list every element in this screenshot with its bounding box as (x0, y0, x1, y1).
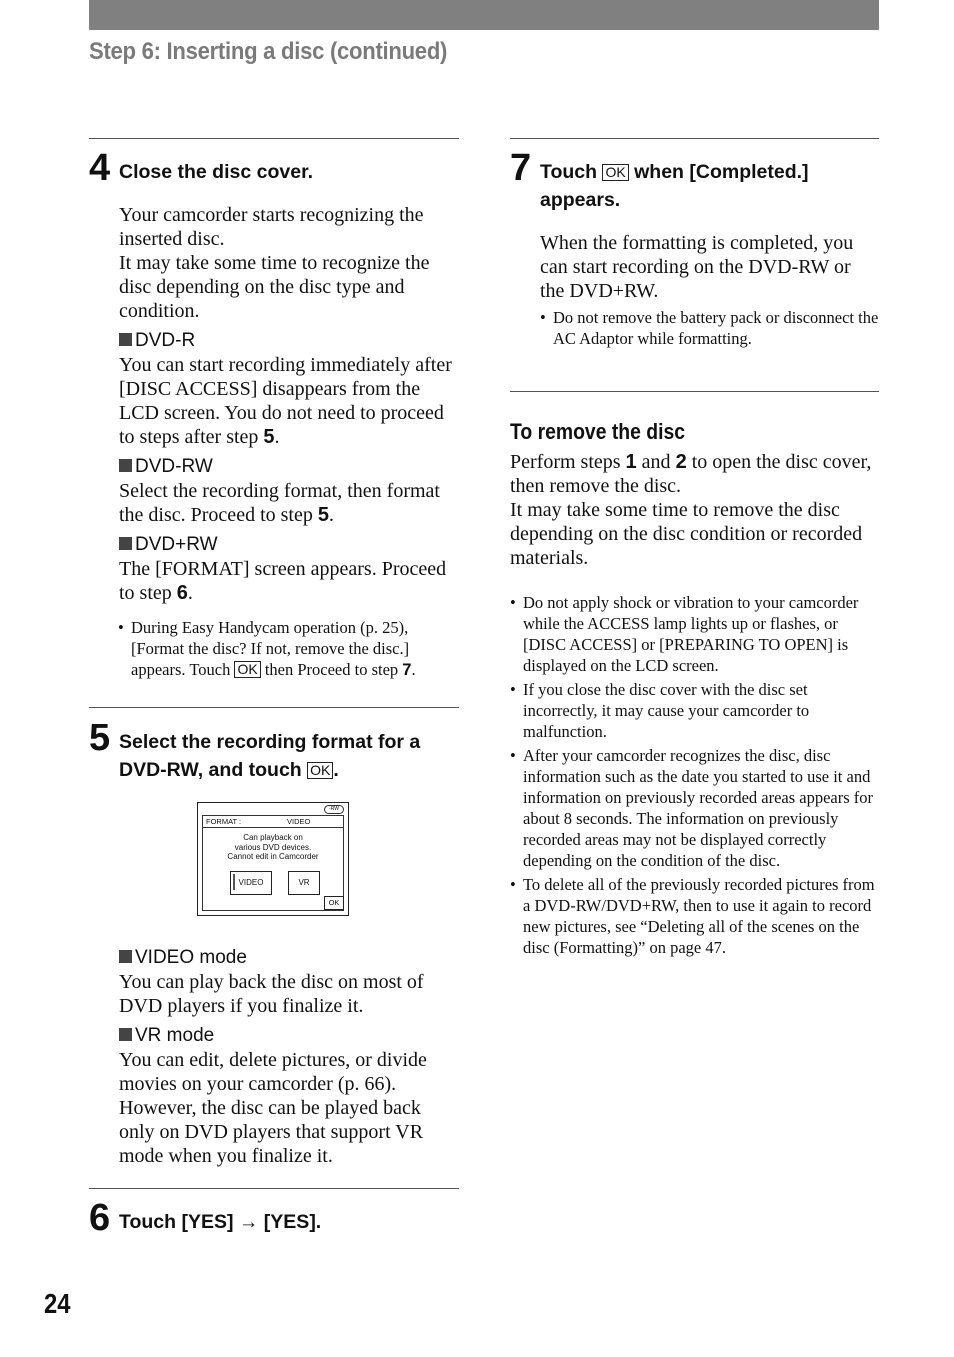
note: • If you close the disc cover with the disc set incorrectly, it may cause your camcorder to malfunction. (510, 680, 810, 741)
paragraph: Perform steps 1 and 2 to open the disc cover, then remove the disc. (510, 451, 872, 497)
paragraph: It may take some time to recognize the disc depending on the disc type and condition. (119, 252, 430, 322)
format-screen-illustration (197, 802, 349, 916)
square-bullet-icon (119, 950, 132, 963)
step-7-body (540, 231, 880, 349)
step-number: 5 (89, 717, 111, 759)
square-bullet-icon (119, 1028, 132, 1041)
paragraph: The [FORMAT] screen appears. Proceed to step 6. (119, 558, 447, 604)
step-heading: Select the recording format for a DVD-RW, and touch OK . (119, 731, 421, 781)
step-number: 6 (89, 1197, 111, 1239)
step-number: 7 (510, 147, 532, 189)
paragraph: You can play back the disc on most of DVD players if you finalize it. (119, 971, 424, 1017)
ok-button-icon: OK (602, 164, 628, 181)
note: • Do not remove the battery pack or disconnect the AC Adaptor while formatting. (540, 308, 879, 348)
divider (510, 138, 879, 139)
subheading-dvd-plus-rw: DVD+RW (119, 533, 459, 557)
format-value: VIDEO (287, 817, 311, 826)
note: • To delete all of the previously recorded pictures from a DVD-RW/DVD+RW, then to use it again to record new pictures, see “Deleting all of the scenes on the disc (Formatting)” on page 47. (510, 875, 875, 957)
paragraph: Your camcorder starts recognizing the inserted disc. (119, 204, 424, 250)
step-heading: Close the disc cover. (119, 161, 314, 183)
step-heading: Touch [YES] → [YES]. (119, 1211, 322, 1233)
section-heading: To remove the disc (510, 419, 686, 444)
notes-list (510, 592, 879, 958)
square-bullet-icon (119, 537, 132, 550)
square-bullet-icon (119, 333, 132, 346)
note: • During Easy Handycam operation (p. 25), [Format the disc? If not, remove the disc.] appears. Touch OK then Proceed to step 7. (118, 618, 416, 679)
step-number: 4 (89, 147, 111, 189)
paragraph: You can edit, delete pictures, or divide movies on your camcorder (p. 66). However, the disc can be played back only on DVD players that support VR mode when you finalize it. (119, 1049, 427, 1167)
divider (510, 391, 879, 392)
format-label: FORMAT : (206, 817, 242, 826)
note: • After your camcorder recognizes the disc, disc information such as the date you started to use it and information on previously recorded areas appears for about 8 seconds. The information on previously recorded areas may not be displayed correctly depending on the condition of the disc. (510, 746, 874, 870)
ok-button-icon: OK (307, 762, 333, 779)
section-title: Step 6: Inserting a disc (continued) (89, 38, 448, 65)
note: • Do not apply shock or vibration to your camcorder while the ACCESS lamp lights up or flashes, or [DISC ACCESS] or [PREPARING TO OPEN] is displayed on the LCD screen. (510, 593, 859, 675)
divider (89, 1188, 459, 1189)
disc-type-badge: -RW (324, 805, 344, 814)
ok-button: OK (324, 896, 344, 910)
page-number: 24 (44, 1288, 71, 1319)
vr-button: VR (288, 871, 320, 895)
subheading-dvd-rw: DVD-RW (119, 455, 459, 479)
square-bullet-icon (119, 459, 132, 472)
subheading-vr-mode: VR mode (119, 1024, 459, 1048)
screen-panel (202, 815, 344, 911)
screen-message: Can playback on various DVD devices. Cannot edit in Camcorder (227, 833, 319, 861)
video-button: VIDEO (230, 871, 272, 895)
paragraph: When the formatting is completed, you can start recording on the DVD-RW or the DVD+RW. (540, 232, 854, 302)
format-row (203, 816, 343, 828)
subheading-video-mode: VIDEO mode (119, 946, 459, 970)
step-4-body (119, 203, 459, 681)
header-bar (89, 0, 879, 30)
remove-disc-section (510, 419, 879, 958)
step-5-body (119, 940, 459, 1168)
paragraph: Select the recording format, then format the disc. Proceed to step 5. (119, 480, 440, 526)
paragraph: You can start recording immediately after [DISC ACCESS] disappears from the LCD screen. You do not need to proceed to steps after step 5. (119, 354, 452, 448)
step-heading: Touch OK when [Completed.] appears. (540, 161, 809, 211)
subheading-dvd-r: DVD-R (119, 329, 459, 353)
divider (89, 707, 459, 708)
divider (89, 138, 459, 139)
ok-button-icon: OK (234, 661, 260, 678)
paragraph: It may take some time to remove the disc depending on the disc condition or recorded materials. (510, 499, 863, 569)
